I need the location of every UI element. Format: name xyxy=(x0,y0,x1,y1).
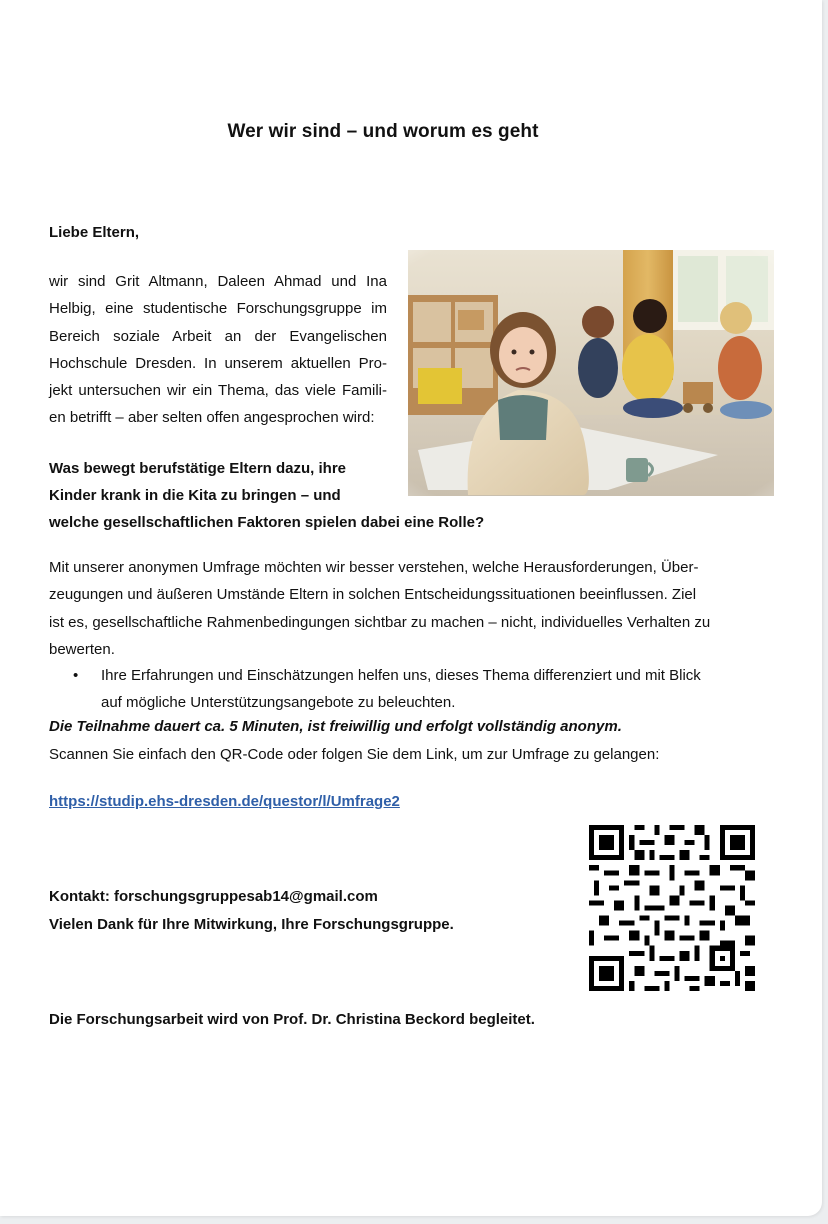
supervisor-note: Die Forschungsarbeit wird von Prof. Dr. Christina Beckord begleitet. xyxy=(49,1011,535,1028)
survey-description xyxy=(49,554,755,663)
survey-link[interactable]: https://studip.ehs-dresden.de/questor/l/Umfrage2 xyxy=(49,793,400,810)
page-title: Wer wir sind – und worum es geht xyxy=(227,121,539,142)
question-line: Kinder krank in die Kita zu bringen – und xyxy=(49,487,341,504)
thanks-note: Vielen Dank für Ihre Mitwirkung, Ihre Forschungsgruppe. xyxy=(49,916,454,933)
participation-note: Die Teilnahme dauert ca. 5 Minuten, ist freiwillig und erfolgt vollständig anonym. xyxy=(49,718,622,735)
description-line: zeugungen und äußeren Umstände Eltern in solchen Entscheidungssituationen beeinflussen. Ziel xyxy=(49,586,697,604)
question-line: Was bewegt berufstätige Eltern dazu, ihre xyxy=(49,460,346,477)
scan-instruction: Scannen Sie einfach den QR-Code oder folgen Sie dem Link, um zur Umfrage zu gelangen: xyxy=(49,746,660,763)
qr-code-icon[interactable] xyxy=(587,825,757,991)
bullet-line: auf mögliche Unterstützungsangebote zu beleuchten. xyxy=(101,694,456,712)
bullet-marker: • xyxy=(73,667,79,684)
bullet-line: Ihre Erfahrungen und Einschätzungen helfen uns, dieses Thema differenziert und mit Blick xyxy=(101,667,701,684)
research-question xyxy=(49,455,484,536)
intro-line: jekt untersuchen wir ein Thema, das viele Famili- xyxy=(49,382,387,400)
description-line: Mit unserer anonymen Umfrage möchten wir besser verstehen, welche Herausforderungen, Über- xyxy=(49,559,699,576)
intro-paragraph xyxy=(49,268,387,432)
description-line: bewerten. xyxy=(49,640,115,658)
intro-line: Helbig, eine studentische Forschungsgruppe im xyxy=(49,300,387,318)
intro-line: Hochschule Dresden. In unserem aktuellen Pro- xyxy=(49,354,387,372)
intro-line: Bereich soziale Arbeit an der Evangelischen xyxy=(49,327,387,345)
greeting: Liebe Eltern, xyxy=(49,224,140,241)
contact-info: Kontakt: forschungsgruppesab14@gmail.com xyxy=(49,888,378,905)
bullet-text xyxy=(101,662,761,717)
description-line: ist es, gesellschaftliche Rahmenbedingungen sichtbar zu machen – nicht, individuelles Verhalten zu xyxy=(49,613,711,631)
intro-line: en betrifft – aber selten offen angesprochen wird: xyxy=(49,409,375,427)
intro-line: wir sind Grit Altmann, Daleen Ahmad und Ina xyxy=(49,273,387,290)
question-line: welche gesellschaftlichen Faktoren spielen dabei eine Rolle? xyxy=(49,514,485,531)
